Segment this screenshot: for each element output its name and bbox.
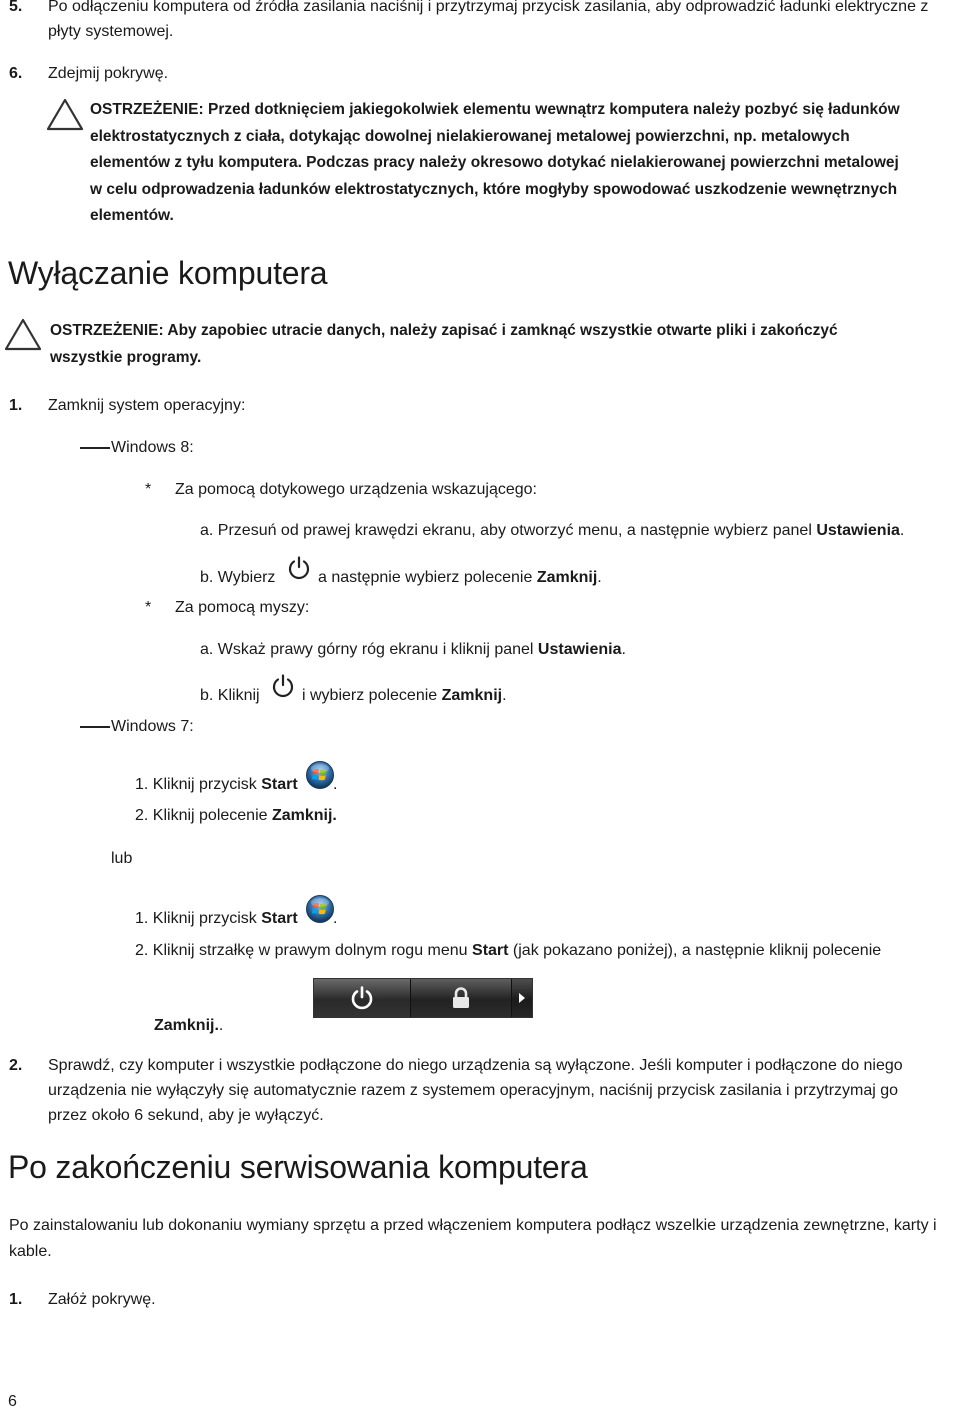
- warning-1-line: elementów.: [90, 207, 174, 224]
- page-number: 6: [8, 1393, 17, 1410]
- win8-touch-step-b-post: a następnie wybierz polecenie Zamknij.: [318, 569, 602, 586]
- step-5-number: 5.: [9, 0, 23, 15]
- warning-1-line: elektrostatycznych z ciała, dotykając dowolnej nielakierowanej metalowej powierzchni, np. metalowych: [90, 127, 850, 145]
- shutdown-command-label: Zamknij: [441, 687, 503, 704]
- start-button-label: Start: [261, 776, 298, 793]
- win8-touch-step-b-pre: b. Wybierz: [200, 569, 276, 586]
- shutdown-command-label: Zamknij.: [154, 1017, 219, 1034]
- warning-1: [90, 97, 956, 230]
- bullet-star: *: [145, 481, 152, 498]
- step-2-line: przez około 6 sekund, aby je wyłączyć.: [48, 1107, 324, 1124]
- after-step-1-text: Załóż pokrywę.: [48, 1291, 156, 1308]
- windows-8-label: Windows 8:: [111, 439, 194, 456]
- dash-bullet: [80, 447, 110, 449]
- arrow-right-icon: [517, 991, 527, 1005]
- win8-mouse-label: Za pomocą myszy:: [175, 599, 310, 616]
- lock-button[interactable]: [411, 979, 512, 1017]
- warning-2-line: wszystkie programy.: [50, 348, 202, 366]
- warning-2: [50, 318, 950, 371]
- step-1-text: Zamknij system operacyjny:: [48, 397, 246, 414]
- shutdown-options-arrow-button[interactable]: [512, 979, 532, 1017]
- win8-mouse-step-a: a. Wskaż prawy górny róg ekranu i kliknij panel Ustawienia.: [200, 641, 626, 658]
- period: .: [333, 776, 338, 793]
- win7-second-step-2-end: Zamknij..: [154, 1017, 224, 1034]
- warning-1-line: OSTRZEŻENIE: Przed dotknięciem jakiegokolwiek elementu wewnątrz komputera należy pozbyć się ładunków: [90, 101, 900, 118]
- warning-1-line: w celu odprowadzenia ładunków elektrostatycznych, które mogłyby spowodować uszkodzenie wewnętrznych: [90, 180, 898, 198]
- start-button-label: Start: [261, 910, 298, 927]
- after-service-text-line1: Po zainstalowaniu lub dokonaniu wymiany sprzętu a przed włączeniem komputera podłącz wszelkie urządzenia zewnętrzne, karty i: [9, 1217, 937, 1234]
- after-service-text-line2: kable.: [9, 1243, 52, 1260]
- power-icon: [286, 555, 312, 581]
- settings-panel-label: Ustawienia: [537, 641, 622, 658]
- shutdown-command-label: Zamknij: [536, 569, 598, 586]
- step-5-text-line2: płyty systemowej.: [48, 23, 174, 40]
- power-icon: [349, 985, 375, 1011]
- settings-panel-label: Ustawienia: [816, 522, 900, 539]
- bullet-star: *: [145, 599, 152, 616]
- shutdown-command-label: Zamknij.: [271, 807, 337, 824]
- step-2-line: Sprawdź, czy komputer i wszystkie podłączone do niego urządzenia są wyłączone. Jeśli komputer i podłączone do niego: [48, 1057, 903, 1074]
- windows-7-label: Windows 7:: [111, 718, 194, 735]
- section-title-after-service: Po zakończeniu serwisowania komputera: [8, 1149, 588, 1185]
- or-label: lub: [111, 850, 133, 867]
- warning-2-line: OSTRZEŻENIE: Aby zapobiec utracie danych, należy zapisać i zamknąć wszystkie otwarte pliki i zakończyć: [50, 322, 838, 339]
- period: .: [333, 910, 338, 927]
- step-5-text-line1: Po odłączeniu komputera od źródła zasilania naciśnij i przytrzymaj przycisk zasilania, aby odprowadzić ładunki elektryczne z: [48, 0, 929, 15]
- power-icon: [270, 673, 296, 699]
- step-6-number: 6.: [9, 65, 23, 82]
- win7-first-step-1: 1. Kliknij przycisk Start: [135, 776, 298, 793]
- step-2-line: urządzenia nie wyłączyły się automatycznie razem z systemem operacyjnym, naciśnij przycisk zasilania i przytrzymaj go: [48, 1082, 899, 1099]
- start-menu-label: Start: [472, 942, 509, 959]
- lock-icon: [450, 986, 472, 1010]
- windows-start-orb-icon: [305, 894, 335, 924]
- win7-second-step-1: 1. Kliknij przycisk Start: [135, 910, 298, 927]
- dash-bullet: [80, 726, 110, 728]
- step-2-number: 2.: [9, 1057, 23, 1074]
- shutdown-button[interactable]: [314, 979, 411, 1017]
- win7-second-step-2: 2. Kliknij strzałkę w prawym dolnym rogu menu Start (jak pokazano poniżej), a następnie kliknij polecenie: [135, 942, 882, 959]
- step-6-text: Zdejmij pokrywę.: [48, 65, 169, 82]
- win7-first-step-2: 2. Kliknij polecenie Zamknij.: [135, 807, 337, 824]
- win8-mouse-step-b-post: i wybierz polecenie Zamknij.: [302, 687, 507, 704]
- win8-mouse-step-b-pre: b. Kliknij: [200, 687, 260, 704]
- windows-start-orb-icon: [305, 760, 335, 790]
- win8-touch-step-a: a. Przesuń od prawej krawędzi ekranu, aby otworzyć menu, a następnie wybierz panel Ustawienia.: [200, 522, 905, 539]
- warning-1-line: elementów z tyłu komputera. Podczas pracy należy okresowo dotykać nielakierowanej powierzchni metalowej: [90, 154, 899, 171]
- start-menu-shutdown-bar: [313, 978, 533, 1018]
- win8-touch-label: Za pomocą dotykowego urządzenia wskazującego:: [175, 481, 537, 498]
- section-title-shutdown: Wyłączanie komputera: [8, 255, 328, 291]
- step-2-text: [48, 1053, 903, 1128]
- warning-triangle-icon: [46, 98, 84, 131]
- step-1-number: 1.: [9, 397, 23, 414]
- after-step-1-number: 1.: [9, 1291, 23, 1308]
- warning-triangle-icon: [4, 318, 42, 351]
